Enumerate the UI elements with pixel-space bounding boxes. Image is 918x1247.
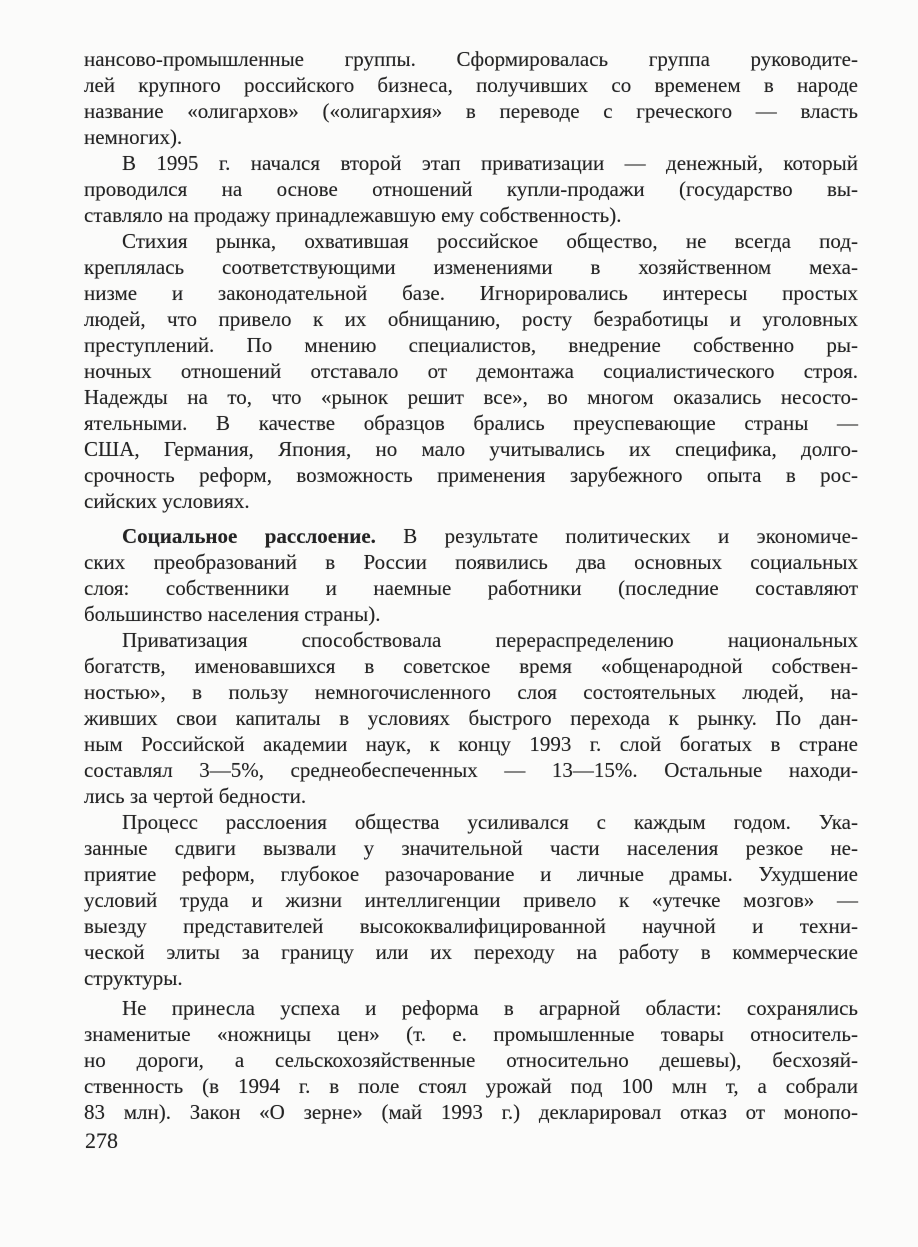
text-block: [84, 46, 858, 1125]
text-line: условий труда и жизни интеллигенции привело к «утечке мозгов» —: [84, 888, 858, 912]
text-line: ских преобразований в России появились два основных социальных: [84, 550, 858, 574]
text-line: живших свои капиталы в условиях быстрого перехода к рынку. По дан-: [84, 706, 858, 730]
text-line: большинство населения страны).: [84, 602, 381, 626]
text-line: Социальное расслоение. В результате политических и экономиче-: [122, 524, 858, 548]
text-line: ночных отношений отставало от демонтажа социалистического строя.: [84, 359, 858, 383]
text-line: США, Германия, Япония, но мало учитывались их специфика, долго-: [84, 437, 858, 461]
text-line: ческой элиты за границу или их переходу на работу в коммерческие: [84, 940, 858, 964]
paragraph: [84, 228, 858, 514]
text-line: структуры.: [84, 966, 183, 990]
text-line: Стихия рынка, охватившая российское общество, не всегда под-: [122, 229, 858, 253]
text-line: лей крупного российского бизнеса, получивших со временем в народе: [84, 73, 858, 97]
text-line: срочность реформ, возможность применения зарубежного опыта в рос-: [84, 463, 858, 487]
text-line: ностью», в пользу немногочисленного слоя состоятельных людей, на-: [84, 680, 858, 704]
text-line: богатств, именовавшихся в советское время «общенародной собствен-: [84, 654, 858, 678]
text-line: ным Российской академии наук, к концу 1993 г. слой богатых в стране: [84, 732, 858, 756]
section-heading: Социальное расслоение.: [122, 524, 376, 548]
text-line: приятие реформ, глубокое разочарование и личные драмы. Ухудшение: [84, 862, 858, 886]
paragraph: [84, 523, 858, 627]
paragraph: [84, 809, 858, 991]
paragraph: [84, 995, 858, 1125]
text-line: В 1995 г. начался второй этап приватизации — денежный, который: [122, 151, 858, 175]
text-line: нансово-промышленные группы. Сформировалась группа руководите-: [84, 47, 858, 71]
text-line: людей, что привело к их обнищанию, росту безработицы и уголовных: [84, 307, 858, 331]
text-line: Не принесла успеха и реформа в аграрной области: сохранялись: [122, 996, 858, 1020]
text-line: название «олигархов» («олигархия» в переводе с греческого — власть: [84, 99, 858, 123]
text-line: ятельными. В качестве образцов брались преуспевающие страны —: [84, 411, 858, 435]
text-line: слоя: собственники и наемные работники (последние составляют: [84, 576, 858, 600]
page-number: 278: [85, 1128, 118, 1153]
text-line: Надежды на то, что «рынок решит все», во многом оказались несосто-: [84, 385, 858, 409]
text-line: знаменитые «ножницы цен» (т. е. промышленные товары относитель-: [84, 1022, 858, 1046]
text-line: Приватизация способствовала перераспределению национальных: [122, 628, 858, 652]
text-line: немногих).: [84, 125, 183, 149]
text-line: ственность (в 1994 г. в поле стоял урожай под 100 млн т, а собрали: [84, 1074, 858, 1098]
paragraph: [84, 150, 858, 228]
paragraph: [84, 627, 858, 809]
text-line: составлял 3—5%, среднеобеспеченных — 13—15%. Остальные находи-: [84, 758, 858, 782]
text-line: низме и законодательной базе. Игнорировались интересы простых: [84, 281, 858, 305]
paragraph: [84, 46, 858, 150]
text-line: но дороги, а сельскохозяйственные относительно дешевы), бесхозяй-: [84, 1048, 858, 1072]
text-line: проводился на основе отношений купли-продажи (государство вы-: [84, 177, 858, 201]
text-line: 83 млн). Закон «О зерне» (май 1993 г.) декларировал отказ от монопо-: [84, 1100, 858, 1124]
text-line: Процесс расслоения общества усиливался с каждым годом. Ука-: [122, 810, 858, 834]
text-line: лись за чертой бедности.: [84, 784, 307, 808]
text-line: выезду представителей высококвалифицированной научной и техни-: [84, 914, 858, 938]
text-line: сийских условиях.: [84, 489, 250, 513]
text-line: преступлений. По мнению специалистов, внедрение собственно ры-: [84, 333, 858, 357]
text-line: ставляло на продажу принадлежавшую ему собственность).: [84, 203, 622, 227]
text-line: креплялась соответствующими изменениями в хозяйственном меха-: [84, 255, 858, 279]
text-line: занные сдвиги вызвали у значительной части населения резкое не-: [84, 836, 858, 860]
